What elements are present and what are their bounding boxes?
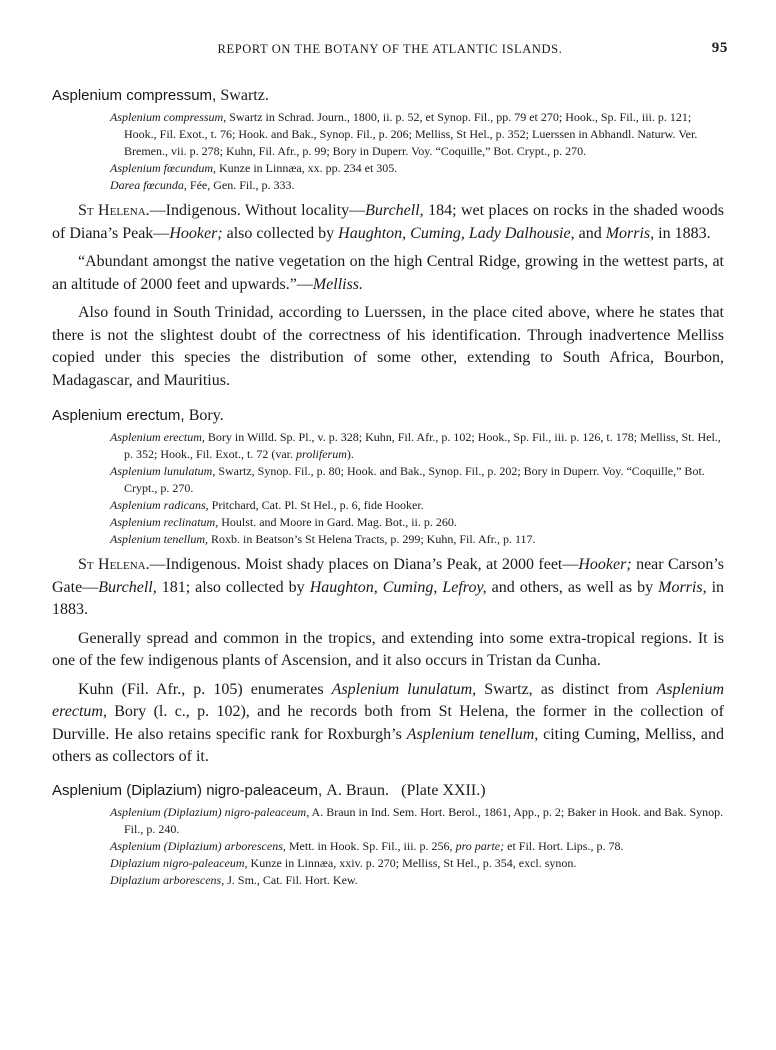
species-heading [52,781,724,801]
text-run: also collected by [222,224,339,242]
taxon: Asplenium erectum, [52,680,724,720]
content [52,86,724,889]
note-paragraph: Also found in South Trinidad, according to Luerssen, in the place cited above, where he states that there is not the slightest doubt of the correctness of his identification. Through inadvertence Melliss copied under this species the distribution of some other, extending to South Africa, Bourbon, Madagascar, and Mauritius. [52,304,724,389]
taxon: Asplenium tenellum, [406,725,539,743]
synonym-citation: et Fil. Hort. Lips., p. 78. [504,838,624,853]
synonym-citation: Pritchard, Cat. Pl. St Hel., p. 6, fide Hooker. [211,498,424,512]
species-name: Asplenium compressum, [52,87,217,104]
synonym [110,872,724,889]
synonym-list [110,109,724,194]
synonym-name: Asplenium (Diplazium) arborescens, [110,838,286,853]
species-name: Asplenium erectum, [52,407,185,424]
synonym-citation: Swartz, Synop. Fil., p. 80; Hook. and Bak., Synop. Fil., p. 202; Bory in Duperr. Voy. “Coquille,” Bot. Crypt., p. 270. [124,464,705,495]
synonym-list [110,804,724,889]
text-run: citing Cuming, Melliss, and others as collectors of it. [52,725,725,765]
qualifier: pro parte; [455,838,505,853]
synonym-name: Asplenium radicans, [110,498,209,512]
synonym-name: Darea fœcunda, [110,178,187,192]
synonym-citation: Bory in Willd. Sp. Pl., v. p. 328; Kuhn, Fil. Afr., p. 102; Hook., Sp. Fil., iii. p. 126, t. 178; Melliss, St. Hel., p. 352; Hook., Fil. Exot., t. 72 (var. [124,430,721,461]
text-run: and others, as well as by [486,578,659,596]
collector: Melliss. [312,275,364,293]
synonym [110,531,724,548]
synonym-name: Asplenium tenellum, [110,532,208,546]
text-run: —Indigenous. Moist shady places on Diana’s Peak, at 2000 feet— [149,556,579,573]
variety-name: proliferum [296,447,347,461]
text-run: Bory (l. c., p. 102), and he records both from St Helena, the former in the collection of Durville. He also retains specific rank for Roxburgh’s [52,703,724,743]
synonym [110,160,724,177]
text-run: near Carson’s Gate— [52,556,724,596]
species-name: Asplenium (Diplazium) nigro-paleaceum, [52,781,323,799]
collector: Burchell, [365,202,424,219]
synonym-citation: Kunze in Linnæa, xx. pp. 234 et 305. [219,161,398,175]
species-author: Bory. [188,407,224,424]
locality: St Helena. [78,202,150,219]
species-author: Swartz. [220,87,269,104]
running-title: REPORT ON THE BOTANY OF THE ATLANTIC ISLANDS. [217,42,563,56]
synonym-name: Asplenium reclinatum, [110,515,219,529]
text-run: 184; wet places on rocks in the shaded woods of Diana’s Peak— [52,202,725,242]
synonym [110,838,724,855]
synonym-citation: Swartz in Schrad. Journ., 1800, ii. p. 52, et Synop. Fil., pp. 79 et 270; Hook., Sp. Fil., iii. p. 121; Hook., Fil. Exot., t. 76; Hook. and Bak., Synop. Fil., p. 206; Melliss, St Hel., p. 352; Luerssen in Abhandl. Naturw. Ver. Bremen., vii. p. 278; Kuhn, Fil. Afr., p. 99; Bory in Duperr. Voy. “Coquille,” Bot. Crypt., p. 270. [124,110,698,158]
page-number: 95 [711,40,728,56]
text-run: Swartz, as distinct from [476,680,657,698]
species-heading [52,86,724,106]
synonym [110,177,724,194]
synonym-name: Asplenium lunulatum, [110,464,216,478]
text-run: “Abundant amongst the native vegetation on the high Central Ridge, growing in the wettest parts, at an altitude of 2000 feet and upwards.”— [52,253,724,293]
text-run: —Indigenous. Without locality— [149,202,366,219]
synonym [110,804,724,838]
synonym-citation: Fée, Gen. Fil., p. 333. [189,178,295,192]
synonym-citation: J. Sm., Cat. Fil. Hort. Kew. [227,872,358,887]
species-author: A. Braun. [326,781,389,799]
collector: Haughton, Cuming, Lady Dalhousie, [338,224,575,242]
synonym-name: Asplenium (Diplazium) nigro-paleaceum, [110,804,310,819]
species-entry [52,406,724,769]
collector: Morris, [605,224,655,242]
text-run: in 1883. [654,224,711,242]
synonym-citation: Houlst. and Moore in Gard. Mag. Bot., ii. p. 260. [221,515,457,529]
synonym-name: Diplazium nigro-paleaceum, [110,855,248,870]
synonym-citation: Roxb. in Beatson’s St Helena Tracts, p. 299; Kuhn, Fil. Afr., p. 117. [210,532,536,546]
collector: Hooker; [169,224,223,242]
text-run: and [574,224,606,242]
text-run: Kuhn (Fil. Afr., p. 105) enumerates [78,680,332,698]
synonym-citation: ). [346,447,354,461]
synonym-name: Asplenium fœcundum, [110,161,216,175]
plate-reference: (Plate XXII.) [401,781,486,799]
note-paragraph [52,679,724,769]
synonym [110,429,724,463]
synonym [110,463,724,497]
quote-paragraph [52,251,724,296]
synonym [110,109,724,160]
species-entry [52,86,724,392]
synonym [110,497,724,514]
species-heading [52,406,724,426]
synonym-citation: A. Braun in Ind. Sem. Hort. Berol., 1861, App., p. 2; Baker in Hook. and Bak. Synop. Fil., p. 240. [124,804,724,836]
synonym-name: Diplazium arborescens, [110,872,225,887]
distribution-paragraph [52,554,724,622]
synonym [110,855,724,872]
species-entry [52,781,724,889]
collector: Burchell, [98,578,157,596]
text-run: 181; also collected by [156,578,310,596]
collector: Hooker; [578,556,632,573]
text-run: in 1883. [52,578,725,618]
distribution-paragraph [52,200,724,245]
synonym-citation: Mett. in Hook. Sp. Fil., iii. p. 256, [288,838,456,853]
synonym-citation: Kunze in Linnæa, xxiv. p. 270; Melliss, St Hel., p. 354, excl. synon. [250,855,577,870]
synonym-name: Asplenium erectum, [110,430,205,444]
synonym [110,514,724,531]
synonym-list [110,429,724,548]
locality: St Helena. [78,556,150,573]
synonym-name: Asplenium compressum, [110,110,227,124]
collector: Morris, [658,578,707,596]
collector: Haughton, Cuming, Lefroy, [309,578,487,596]
taxon: Asplenium lunulatum, [331,680,477,698]
range-paragraph: Generally spread and common in the tropics, and extending into some extra-tropical regions. It is one of the few indigenous plants of Ascension, and it also occurs in Tristan da Cunha. [52,629,724,669]
